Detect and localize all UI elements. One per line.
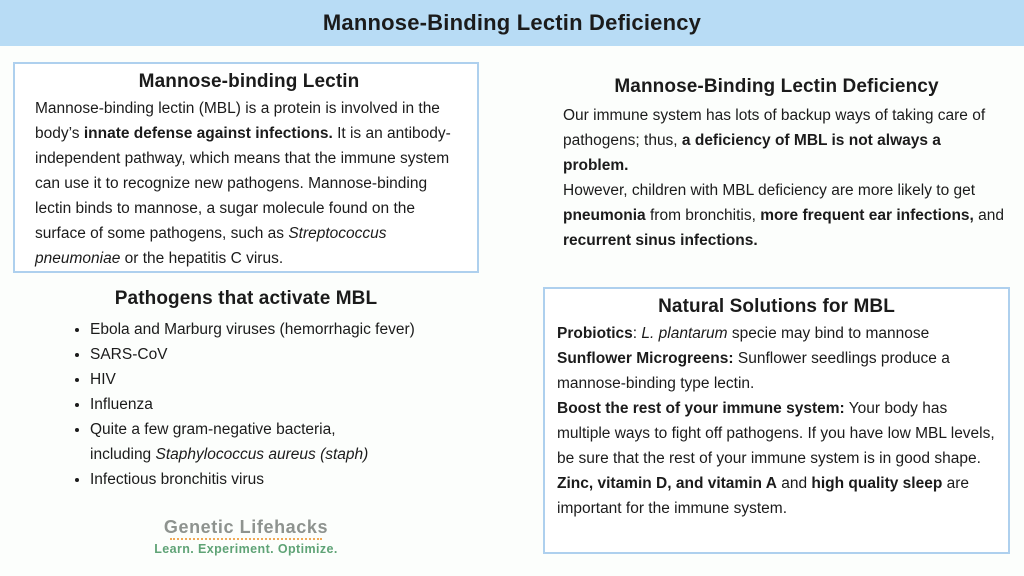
list-item: • SARS-CoV [90,342,479,367]
page-title: Mannose-Binding Lectin Deficiency [322,10,702,35]
mbl-info-box [13,62,479,273]
list-item: • Quite a few gram-negative bacteria, including Staphylococcus aureus (staph) [90,417,479,467]
list-item: • Influenza [90,392,479,417]
pathogens-list [72,317,479,492]
solutions-box [543,287,1010,554]
pathogens-heading: Pathogens that activate MBL [114,288,378,309]
mbl-box-heading: Mannose-binding Lectin [138,71,360,92]
logo-dotted-divider [170,538,322,540]
header-bar [0,0,1024,46]
logo-tagline: Learn. Experiment. Optimize. [154,542,338,556]
genetic-lifehacks-logo [13,517,479,556]
mbl-box-body: Mannose-binding lectin (MBL) is a protein is involved in the body’s innate defense against infections. It is an antibody-independent pathway, which means that the immune system can use it to recognize new pathogens. Mannose-binding lectin binds to mannose, a sugar molecule found on the surface of some pathogens, such as Streptococcus pneumoniae or the hepatitis C virus. [35,100,451,267]
logo-name: Genetic Lifehacks [163,517,329,537]
list-item: • Ebola and Marburg viruses (hemorrhagic fever) [90,317,479,342]
list-item: • HIV [90,367,479,392]
solutions-heading: Natural Solutions for MBL [658,296,895,317]
deficiency-heading: Mannose-Binding Lectin Deficiency [614,76,939,97]
pathogens-section [13,288,479,492]
list-item: • Infectious bronchitis virus [90,467,479,492]
deficiency-section [543,76,1010,253]
deficiency-body: Our immune system has lots of backup ways of taking care of pathogens; thus, a deficiency of MBL is not always a problem. However, children with MBL deficiency are more likely to get pneumonia from bronchitis, more frequent ear infections, and recurrent sinus infections. [563,107,1005,249]
solutions-body: Probiotics: L. plantarum specie may bind to mannose Sunflower Microgreens: Sunflower seedlings produce a mannose-binding type lectin. Boost the rest of your immune system: Your body has multiple ways to fight off pathogens. If you have low MBL levels, be sure that the rest of your immune system is in good shape. Zinc, vitamin D, and vitamin A and high quality sleep are important for the immune system. [557,325,995,517]
